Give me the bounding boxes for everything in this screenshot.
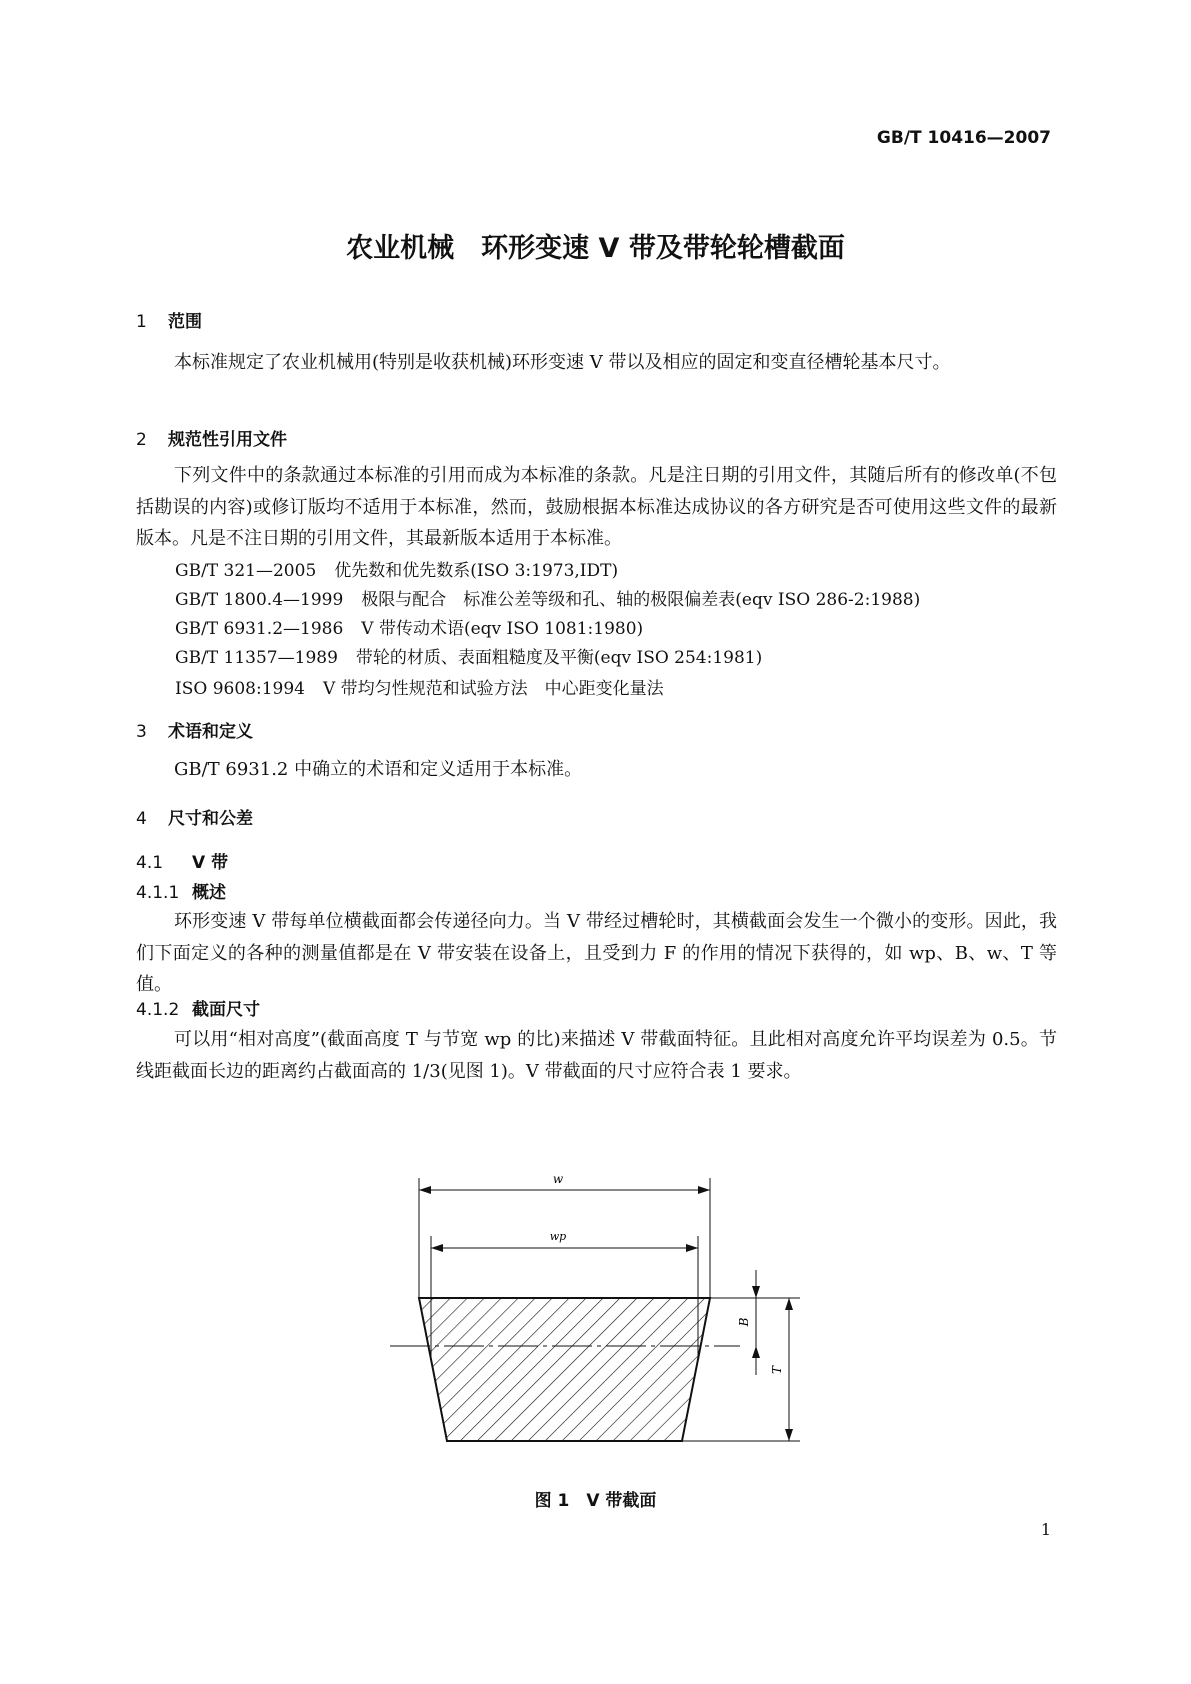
reference-title: V 带传动术语(eqv ISO 1081:1980) [361, 619, 644, 639]
section-title: 术语和定义 [168, 722, 253, 742]
section-title: 尺寸和公差 [168, 809, 253, 829]
section-number: 2 [136, 430, 147, 450]
reference-title: V 带均匀性规范和试验方法 中心距变化量法 [322, 679, 664, 699]
arrowhead [785, 1298, 793, 1310]
w-label: w [552, 1172, 564, 1186]
section-title: 规范性引用文件 [168, 430, 287, 450]
arrowhead [419, 1186, 431, 1194]
reference-code: GB/T 6931.2—1986 [175, 619, 344, 639]
arrowhead [752, 1346, 760, 1358]
reference-code: GB/T 1800.4—1999 [175, 590, 344, 610]
section-title: V 带 [192, 853, 229, 873]
belt-cross-section [419, 1298, 710, 1441]
document-title: 农业机械 环形变速 V 带及带轮轮槽截面 [346, 233, 845, 264]
figure-caption: 图 1 V 带截面 [534, 1491, 657, 1511]
section-number: 1 [136, 312, 147, 332]
arrowhead [698, 1186, 710, 1194]
section-number: 3 [136, 722, 147, 742]
reference-code: GB/T 11357—1989 [175, 648, 338, 668]
arrowhead [752, 1286, 760, 1298]
wp-label: wp [549, 1230, 567, 1243]
page-number: 1 [1040, 1520, 1051, 1539]
section-1-paragraph: 本标准规定了农业机械用(特别是收获机械)环形变速 V 带以及相应的固定和变直径槽轮基本尺寸。 [174, 352, 951, 373]
t-label: T [770, 1365, 784, 1375]
reference-code: ISO 9608:1994 [175, 679, 305, 699]
arrowhead [686, 1244, 698, 1252]
b-label: B [737, 1317, 751, 1327]
arrowhead [431, 1244, 443, 1252]
section-title: 截面尺寸 [192, 1000, 260, 1020]
section-4-1-1-paragraph: 环形变速 V 带每单位横截面都会传递径向力。当 V 带经过槽轮时，其横截面会发生一个微小的变形。因此，我们下面定义的各种的测量值都是在 V 带安装在设备上，且受到力 F 的作用的情况下获得的，如 wp、B、w、T 等值。 [136, 911, 1057, 995]
section-title: 概述 [192, 883, 226, 903]
standard-number: GB/T 10416—2007 [876, 128, 1051, 148]
section-number: 4.1.1 [136, 883, 180, 903]
reference-title: 优先数和优先数系(ISO 3:1973,IDT) [334, 561, 619, 581]
section-2-paragraph: 下列文件中的条款通过本标准的引用而成为本标准的条款。凡是注日期的引用文件，其随后所有的修改单(不包括勘误的内容)或修订版均不适用于本标准，然而，鼓励根据本标准达成协议的各方研究是否可使用这些文件的最新版本。凡是不注日期的引用文件，其最新版本适用于本标准。 [136, 465, 1057, 549]
section-4-1-2-paragraph: 可以用“相对高度”(截面高度 T 与节宽 wp 的比)来描述 V 带截面特征。且此相对高度允许平均误差为 0.5。节线距截面长边的距离约占截面高的 1/3(见图 1)。V 带截面的尺寸应符合表 1 要求。 [136, 1029, 1057, 1082]
section-3-paragraph: GB/T 6931.2 中确立的术语和定义适用于本标准。 [174, 759, 583, 780]
reference-title: 带轮的材质、表面粗糙度及平衡(eqv ISO 254:1981) [355, 648, 763, 668]
section-number: 4.1.2 [136, 1000, 180, 1020]
reference-code: GB/T 321—2005 [175, 561, 317, 581]
section-number: 4.1 [136, 853, 164, 873]
arrowhead [785, 1429, 793, 1441]
section-number: 4 [136, 809, 147, 829]
section-title: 范围 [168, 312, 202, 332]
reference-title: 极限与配合 标准公差等级和孔、轴的极限偏差表(eqv ISO 286-2:1988) [361, 590, 921, 610]
